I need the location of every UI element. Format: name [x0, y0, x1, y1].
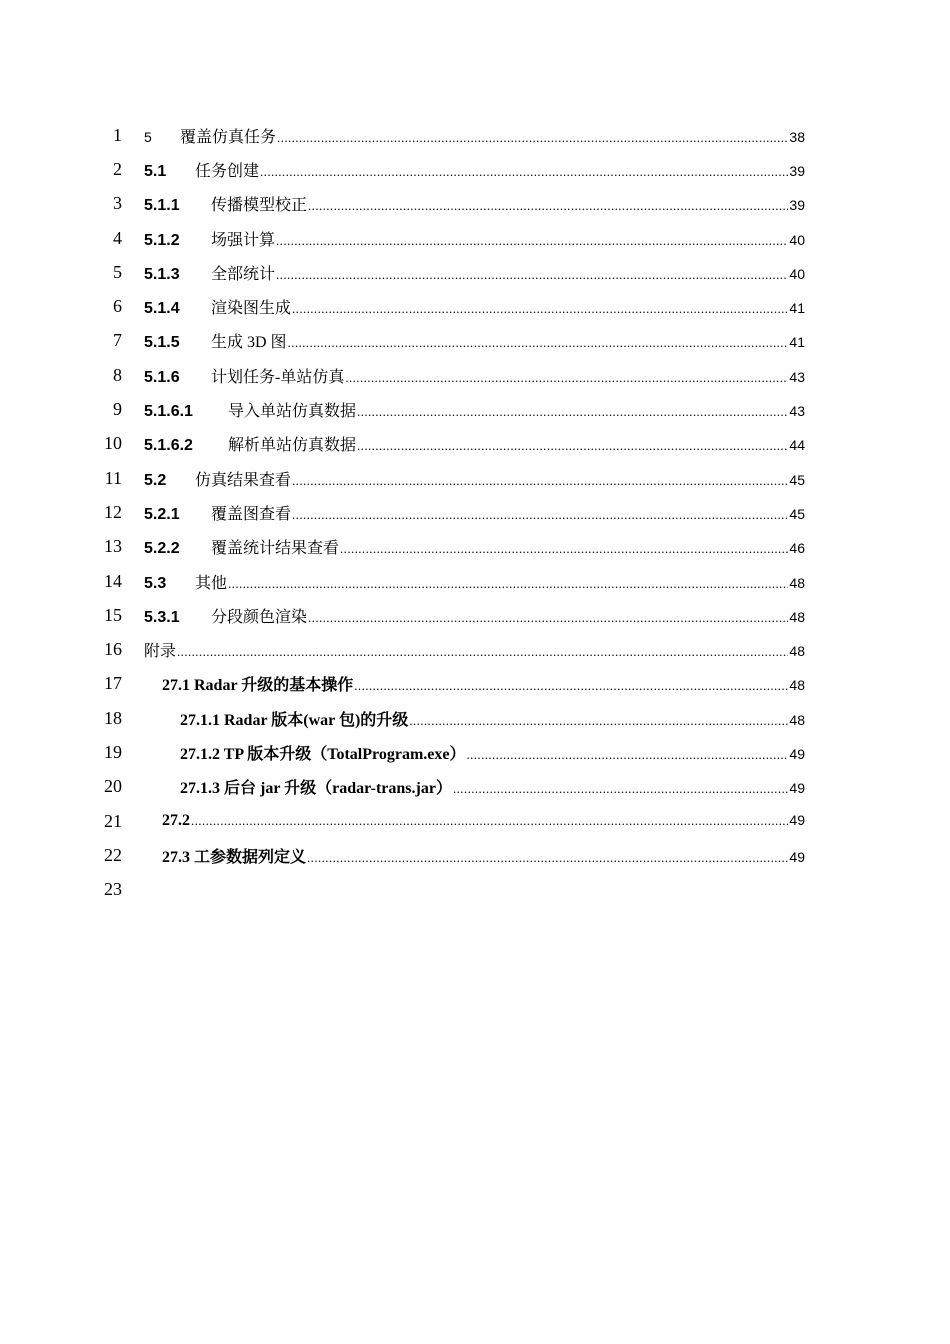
section-number: 5.1.6.2 [144, 437, 193, 455]
page-number: 40 [789, 231, 805, 248]
section-title: 全部统计 [211, 265, 276, 283]
toc-row [0, 564, 950, 598]
leader-dots [276, 233, 788, 249]
toc-row [0, 838, 950, 872]
toc-entry[interactable] [144, 432, 805, 455]
toc-row [0, 461, 950, 495]
page-number: 41 [789, 300, 805, 317]
toc-row [0, 392, 950, 426]
section-number: 5.2.1 [144, 505, 180, 523]
leader-dots [292, 301, 788, 317]
line-number: 21 [104, 810, 122, 831]
section-title: 其他 [195, 574, 228, 592]
line-number: 11 [104, 467, 122, 488]
toc-row [0, 873, 950, 907]
section-number: 5.1.6.1 [144, 403, 193, 421]
toc-entry[interactable] [180, 707, 805, 730]
section-number: 5.2 [144, 471, 167, 489]
page-number: 48 [789, 608, 805, 625]
page-number: 39 [789, 162, 805, 179]
section-title: 覆盖统计结果查看 [211, 540, 340, 558]
leader-dots [177, 644, 788, 660]
toc-row [0, 735, 950, 769]
toc-row [0, 632, 950, 666]
toc-entry[interactable] [144, 570, 805, 593]
section-title: 27.2 [162, 812, 190, 830]
toc-row [0, 667, 950, 701]
section-number: 5.1.4 [144, 300, 180, 318]
line-number: 6 [113, 296, 122, 317]
toc-entry[interactable] [162, 844, 805, 867]
leader-dots [466, 747, 788, 763]
leader-dots [228, 576, 788, 592]
line-number: 3 [113, 193, 122, 214]
toc-row [0, 770, 950, 804]
line-number: 4 [113, 227, 122, 248]
toc-entry[interactable] [144, 329, 805, 352]
line-number: 9 [113, 399, 122, 420]
page-number: 43 [789, 368, 805, 385]
leader-dots [292, 473, 788, 489]
page-number: 45 [789, 471, 805, 488]
section-number: 5.1.5 [144, 334, 180, 352]
line-number: 15 [104, 604, 122, 625]
page-number: 48 [789, 574, 805, 591]
line-number: 2 [113, 158, 122, 179]
section-number: 5.1.3 [144, 265, 180, 283]
page-number: 46 [789, 540, 805, 557]
page-number: 45 [789, 505, 805, 522]
leader-dots [308, 198, 788, 214]
toc-entry[interactable] [162, 672, 805, 695]
section-title: 传播模型校正 [211, 197, 308, 215]
section-title: 27.1.3 后台 jar 升级（radar-trans.jar） [180, 780, 452, 798]
section-title: 27.3 工参数据列定义 [162, 848, 307, 866]
toc-entry[interactable] [180, 775, 805, 798]
toc-row [0, 804, 950, 838]
toc-row [0, 598, 950, 632]
line-number: 17 [104, 673, 122, 694]
toc-row [0, 530, 950, 564]
section-number: 5.1.6 [144, 368, 180, 386]
toc-entry[interactable] [144, 261, 805, 284]
section-number: 5.2.2 [144, 540, 180, 558]
leader-dots [345, 370, 788, 386]
section-title: 生成 3D 图 [211, 334, 287, 352]
toc-row [0, 495, 950, 529]
toc-row [0, 427, 950, 461]
line-number: 20 [104, 776, 122, 797]
section-number: 5.3.1 [144, 608, 180, 626]
section-title: 计划任务-单站仿真 [211, 368, 345, 386]
toc-row [0, 152, 950, 186]
toc-entry[interactable] [162, 812, 805, 830]
page-number: 38 [789, 128, 805, 145]
leader-dots [453, 781, 788, 797]
leader-dots [307, 850, 788, 866]
line-number: 8 [113, 364, 122, 385]
toc-entry[interactable] [144, 535, 805, 558]
toc-entry[interactable] [180, 741, 805, 764]
leader-dots [357, 438, 788, 454]
line-number: 1 [113, 124, 122, 145]
section-number: 5.1 [144, 162, 167, 180]
line-number: 13 [104, 536, 122, 557]
table-of-contents [0, 118, 950, 907]
line-number: 14 [104, 570, 122, 591]
line-number: 16 [104, 639, 122, 660]
page-number: 48 [789, 643, 805, 660]
toc-row [0, 255, 950, 289]
line-number: 5 [113, 261, 122, 282]
toc-row [0, 187, 950, 221]
section-title: 覆盖图查看 [211, 505, 292, 523]
page-number: 49 [789, 745, 805, 762]
page-number: 49 [789, 812, 805, 829]
section-title: 仿真结果查看 [195, 471, 292, 489]
toc-entry[interactable] [144, 158, 805, 181]
line-number: 18 [104, 707, 122, 728]
leader-dots [292, 507, 788, 523]
toc-row [0, 289, 950, 323]
leader-dots [340, 541, 788, 557]
toc-row [0, 118, 950, 152]
page-number: 49 [789, 780, 805, 797]
section-number: 5 [144, 128, 152, 145]
page-number: 48 [789, 677, 805, 694]
section-title: 任务创建 [195, 162, 260, 180]
page-number: 43 [789, 403, 805, 420]
leader-dots [288, 335, 789, 351]
section-title: 27.1.1 Radar 版本(war 包)的升级 [180, 711, 409, 729]
toc-row [0, 701, 950, 735]
toc-entry[interactable] [144, 604, 805, 627]
page-number: 49 [789, 848, 805, 865]
section-number: 5.3 [144, 574, 167, 592]
section-title: 场强计算 [211, 231, 276, 249]
section-title: 覆盖仿真任务 [180, 128, 277, 146]
leader-dots [357, 404, 788, 420]
leader-dots [260, 164, 788, 180]
line-number: 10 [104, 433, 122, 454]
toc-row [0, 358, 950, 392]
toc-entry[interactable] [144, 124, 805, 147]
section-number: 5.1.1 [144, 197, 180, 215]
leader-dots [277, 130, 788, 146]
page-number: 48 [789, 711, 805, 728]
leader-dots [409, 713, 788, 729]
page-number: 40 [789, 265, 805, 282]
section-number: 5.1.2 [144, 231, 180, 249]
toc-entry[interactable] [144, 364, 805, 387]
leader-dots [308, 610, 788, 626]
toc-row [0, 324, 950, 358]
toc-entry[interactable] [144, 467, 805, 490]
toc-entry[interactable] [144, 398, 805, 421]
section-title: 附录 [144, 643, 177, 661]
toc-row [0, 221, 950, 255]
page-number: 41 [789, 334, 805, 351]
section-title: 解析单站仿真数据 [228, 437, 357, 455]
toc-entry[interactable] [144, 295, 805, 318]
page-number: 39 [789, 197, 805, 214]
section-title: 27.1.2 TP 版本升级（TotalProgram.exe） [180, 745, 466, 763]
line-number: 19 [104, 741, 122, 762]
leader-dots [276, 267, 788, 283]
line-number: 12 [104, 501, 122, 522]
toc-entry[interactable] [144, 638, 805, 661]
section-title: 渲染图生成 [211, 300, 292, 318]
line-number: 22 [104, 844, 122, 865]
toc-entry[interactable] [144, 501, 805, 524]
section-title: 导入单站仿真数据 [228, 403, 357, 421]
leader-dots [354, 678, 788, 694]
toc-entry[interactable] [144, 227, 805, 250]
leader-dots [191, 813, 788, 829]
line-number: 7 [113, 330, 122, 351]
toc-entry[interactable] [144, 192, 805, 215]
line-number: 23 [104, 879, 122, 900]
section-title: 分段颜色渲染 [211, 608, 308, 626]
page-number: 44 [789, 437, 805, 454]
section-title: 27.1 Radar 升级的基本操作 [162, 677, 354, 695]
